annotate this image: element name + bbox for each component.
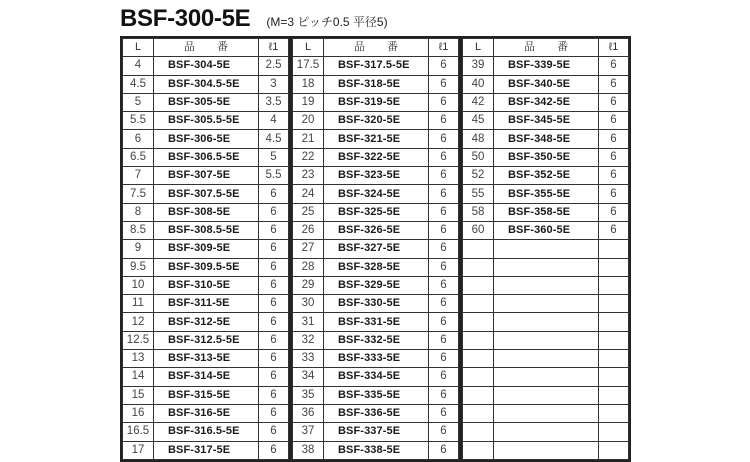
cell-thread-length: 6: [429, 404, 459, 422]
cell-thread-length: 6: [259, 203, 289, 221]
table-row: [293, 313, 459, 331]
table-row: [463, 167, 629, 185]
cell-part-number: BSF-305.5-5E: [154, 112, 259, 130]
cell-thread-length: 6: [599, 167, 629, 185]
table-row: [123, 295, 289, 313]
cell-length: [463, 258, 494, 276]
cell-length: 22: [293, 148, 324, 166]
cell-length: 14: [123, 368, 154, 386]
cell-length: 23: [293, 167, 324, 185]
cell-length: 31: [293, 313, 324, 331]
cell-thread-length: [599, 276, 629, 294]
cell-part-number: BSF-339-5E: [494, 57, 599, 75]
cell-part-number: BSF-318-5E: [324, 75, 429, 93]
table-row: [463, 313, 629, 331]
header-part-number: 品 番: [154, 39, 259, 57]
table-row: [463, 148, 629, 166]
cell-thread-length: 2.5: [259, 57, 289, 75]
header-thread-length: ℓ1: [259, 39, 289, 57]
cell-length: 11: [123, 295, 154, 313]
table-row: [463, 93, 629, 111]
cell-thread-length: 6: [429, 423, 459, 441]
cell-part-number: BSF-309-5E: [154, 240, 259, 258]
cell-thread-length: 3: [259, 75, 289, 93]
cell-thread-length: 6: [259, 404, 289, 422]
cell-part-number: BSF-352-5E: [494, 167, 599, 185]
table-row: [293, 423, 459, 441]
cell-thread-length: 6: [599, 148, 629, 166]
cell-length: 16: [123, 404, 154, 422]
cell-length: [463, 295, 494, 313]
cell-thread-length: 6: [429, 276, 459, 294]
cell-part-number: BSF-313-5E: [154, 350, 259, 368]
table-row: [293, 75, 459, 93]
table-row: [123, 350, 289, 368]
table-row: [463, 258, 629, 276]
table-row: [293, 258, 459, 276]
table-row: [123, 112, 289, 130]
table-row: [293, 185, 459, 203]
cell-part-number: [494, 368, 599, 386]
cell-thread-length: 6: [259, 441, 289, 459]
cell-thread-length: 5: [259, 148, 289, 166]
cell-thread-length: 6: [599, 185, 629, 203]
table-row: [123, 368, 289, 386]
table-row: [123, 240, 289, 258]
cell-thread-length: 6: [429, 148, 459, 166]
cell-length: [463, 276, 494, 294]
cell-length: [463, 350, 494, 368]
cell-length: 27: [293, 240, 324, 258]
cell-thread-length: [599, 350, 629, 368]
cell-thread-length: 6: [599, 130, 629, 148]
cell-thread-length: 3.5: [259, 93, 289, 111]
table-row: [123, 404, 289, 422]
table-row: [293, 57, 459, 75]
table-row: [463, 423, 629, 441]
cell-thread-length: 6: [259, 331, 289, 349]
cell-part-number: BSF-312.5-5E: [154, 331, 259, 349]
cell-part-number: [494, 441, 599, 459]
cell-length: 50: [463, 148, 494, 166]
cell-thread-length: [599, 258, 629, 276]
cell-length: 9: [123, 240, 154, 258]
cell-part-number: [494, 404, 599, 422]
table-row: [463, 112, 629, 130]
cell-part-number: BSF-306.5-5E: [154, 148, 259, 166]
cell-length: 9.5: [123, 258, 154, 276]
cell-length: 4.5: [123, 75, 154, 93]
cell-part-number: BSF-317.5-5E: [324, 57, 429, 75]
cell-length: [463, 240, 494, 258]
cell-part-number: BSF-336-5E: [324, 404, 429, 422]
table-row: [463, 368, 629, 386]
cell-length: 20: [293, 112, 324, 130]
table-row: [293, 295, 459, 313]
cell-thread-length: 6: [429, 75, 459, 93]
cell-length: [463, 423, 494, 441]
header-thread-length: ℓ1: [599, 39, 629, 57]
cell-thread-length: 6: [429, 130, 459, 148]
cell-length: 42: [463, 93, 494, 111]
header-length: L: [123, 39, 154, 57]
table-row: [123, 130, 289, 148]
table-row: [123, 276, 289, 294]
cell-length: 16.5: [123, 423, 154, 441]
table-row: [293, 331, 459, 349]
cell-part-number: BSF-345-5E: [494, 112, 599, 130]
cell-part-number: BSF-305-5E: [154, 93, 259, 111]
cell-thread-length: 6: [429, 203, 459, 221]
cell-part-number: BSF-334-5E: [324, 368, 429, 386]
cell-part-number: BSF-312-5E: [154, 313, 259, 331]
cell-thread-length: 6: [429, 386, 459, 404]
cell-part-number: BSF-340-5E: [494, 75, 599, 93]
table-row: [123, 386, 289, 404]
cell-length: [463, 441, 494, 459]
cell-thread-length: 6: [429, 112, 459, 130]
cell-length: 12: [123, 313, 154, 331]
cell-thread-length: 6: [429, 57, 459, 75]
cell-thread-length: 5.5: [259, 167, 289, 185]
cell-thread-length: [599, 240, 629, 258]
cell-thread-length: 6: [429, 313, 459, 331]
table-row: [463, 331, 629, 349]
cell-length: 18: [293, 75, 324, 93]
cell-part-number: BSF-328-5E: [324, 258, 429, 276]
cell-part-number: BSF-338-5E: [324, 441, 429, 459]
cell-part-number: [494, 258, 599, 276]
table-row: [463, 404, 629, 422]
table-row: [123, 93, 289, 111]
header-length: L: [463, 39, 494, 57]
cell-length: [463, 404, 494, 422]
header-thread-length: ℓ1: [429, 39, 459, 57]
cell-part-number: [494, 423, 599, 441]
cell-length: 25: [293, 203, 324, 221]
table-row: [123, 167, 289, 185]
cell-thread-length: 6: [599, 93, 629, 111]
cell-thread-length: [599, 441, 629, 459]
table-row: [123, 441, 289, 459]
cell-length: 60: [463, 221, 494, 239]
cell-length: 37: [293, 423, 324, 441]
cell-part-number: BSF-319-5E: [324, 93, 429, 111]
table-row: [463, 240, 629, 258]
cell-length: 15: [123, 386, 154, 404]
cell-length: 24: [293, 185, 324, 203]
cell-thread-length: 6: [259, 258, 289, 276]
cell-thread-length: 6: [429, 93, 459, 111]
table-row: [293, 276, 459, 294]
cell-length: 6: [123, 130, 154, 148]
cell-part-number: BSF-348-5E: [494, 130, 599, 148]
cell-thread-length: [599, 368, 629, 386]
table-row: [293, 441, 459, 459]
table-row: [463, 203, 629, 221]
cell-thread-length: 6: [599, 221, 629, 239]
table-row: [123, 203, 289, 221]
cell-length: [463, 368, 494, 386]
cell-thread-length: [599, 404, 629, 422]
cell-part-number: BSF-315-5E: [154, 386, 259, 404]
table-row: [463, 350, 629, 368]
table-row: [123, 331, 289, 349]
cell-thread-length: [599, 423, 629, 441]
cell-length: [463, 313, 494, 331]
cell-thread-length: [599, 386, 629, 404]
cell-part-number: BSF-307-5E: [154, 167, 259, 185]
cell-thread-length: 6: [259, 350, 289, 368]
cell-length: 10: [123, 276, 154, 294]
table-row: [293, 350, 459, 368]
cell-part-number: BSF-320-5E: [324, 112, 429, 130]
cell-length: 6.5: [123, 148, 154, 166]
cell-part-number: BSF-314-5E: [154, 368, 259, 386]
cell-thread-length: 6: [429, 240, 459, 258]
table-row: [463, 441, 629, 459]
spec-table-2: [290, 36, 461, 462]
cell-thread-length: [599, 295, 629, 313]
table-header-row: [293, 39, 459, 57]
cell-length: 12.5: [123, 331, 154, 349]
table-row: [293, 368, 459, 386]
table-header-row: [123, 39, 289, 57]
cell-thread-length: 6: [599, 57, 629, 75]
table-row: [463, 386, 629, 404]
cell-length: 35: [293, 386, 324, 404]
cell-length: 55: [463, 185, 494, 203]
cell-part-number: BSF-332-5E: [324, 331, 429, 349]
table-row: [123, 258, 289, 276]
table-row: [293, 167, 459, 185]
cell-thread-length: 6: [429, 167, 459, 185]
cell-part-number: BSF-308.5-5E: [154, 221, 259, 239]
table-row: [293, 386, 459, 404]
cell-thread-length: [599, 313, 629, 331]
cell-thread-length: 6: [429, 221, 459, 239]
table-row: [293, 404, 459, 422]
cell-part-number: BSF-309.5-5E: [154, 258, 259, 276]
cell-part-number: [494, 276, 599, 294]
table-row: [463, 295, 629, 313]
cell-part-number: BSF-310-5E: [154, 276, 259, 294]
cell-length: 58: [463, 203, 494, 221]
cell-part-number: BSF-326-5E: [324, 221, 429, 239]
cell-part-number: BSF-311-5E: [154, 295, 259, 313]
table-row: [123, 313, 289, 331]
cell-length: 4: [123, 57, 154, 75]
cell-part-number: [494, 295, 599, 313]
cell-part-number: BSF-355-5E: [494, 185, 599, 203]
cell-thread-length: [599, 331, 629, 349]
cell-length: 21: [293, 130, 324, 148]
cell-thread-length: 6: [599, 112, 629, 130]
cell-part-number: BSF-330-5E: [324, 295, 429, 313]
cell-length: 29: [293, 276, 324, 294]
cell-part-number: BSF-335-5E: [324, 386, 429, 404]
cell-thread-length: 6: [599, 203, 629, 221]
header-part-number: 品 番: [324, 39, 429, 57]
cell-part-number: BSF-342-5E: [494, 93, 599, 111]
product-series-title: BSF-300-5E: [120, 5, 251, 32]
table-row: [293, 130, 459, 148]
cell-length: 8.5: [123, 221, 154, 239]
cell-part-number: BSF-304.5-5E: [154, 75, 259, 93]
cell-part-number: BSF-308-5E: [154, 203, 259, 221]
cell-thread-length: 6: [259, 240, 289, 258]
table-row: [293, 240, 459, 258]
cell-length: 30: [293, 295, 324, 313]
cell-thread-length: 6: [429, 368, 459, 386]
cell-part-number: [494, 350, 599, 368]
cell-length: [463, 331, 494, 349]
cell-length: 45: [463, 112, 494, 130]
cell-length: 13: [123, 350, 154, 368]
table-row: [463, 75, 629, 93]
cell-thread-length: 6: [429, 185, 459, 203]
table-row: [123, 148, 289, 166]
cell-thread-length: 6: [429, 331, 459, 349]
table-row: [463, 276, 629, 294]
cell-part-number: BSF-324-5E: [324, 185, 429, 203]
cell-part-number: [494, 240, 599, 258]
cell-part-number: BSF-316.5-5E: [154, 423, 259, 441]
cell-part-number: BSF-322-5E: [324, 148, 429, 166]
page-title: [120, 5, 388, 35]
cell-part-number: BSF-307.5-5E: [154, 185, 259, 203]
cell-length: 32: [293, 331, 324, 349]
table-row: [293, 203, 459, 221]
cell-length: 33: [293, 350, 324, 368]
cell-part-number: [494, 386, 599, 404]
cell-length: 40: [463, 75, 494, 93]
cell-part-number: [494, 313, 599, 331]
cell-thread-length: 6: [429, 295, 459, 313]
table-row: [293, 112, 459, 130]
cell-part-number: BSF-304-5E: [154, 57, 259, 75]
cell-thread-length: 6: [429, 441, 459, 459]
cell-length: 7.5: [123, 185, 154, 203]
header-part-number: 品 番: [494, 39, 599, 57]
cell-thread-length: 6: [259, 295, 289, 313]
cell-part-number: BSF-333-5E: [324, 350, 429, 368]
table-row: [293, 221, 459, 239]
cell-length: [463, 386, 494, 404]
cell-part-number: BSF-316-5E: [154, 404, 259, 422]
cell-thread-length: 6: [259, 221, 289, 239]
header-length: L: [293, 39, 324, 57]
cell-part-number: BSF-327-5E: [324, 240, 429, 258]
cell-length: 5.5: [123, 112, 154, 130]
cell-length: 48: [463, 130, 494, 148]
cell-thread-length: 6: [259, 368, 289, 386]
cell-length: 39: [463, 57, 494, 75]
cell-length: 38: [293, 441, 324, 459]
table-row: [123, 423, 289, 441]
cell-thread-length: 6: [599, 75, 629, 93]
cell-length: 28: [293, 258, 324, 276]
cell-thread-length: 6: [259, 423, 289, 441]
cell-thread-length: 6: [259, 313, 289, 331]
cell-length: 8: [123, 203, 154, 221]
cell-length: 7: [123, 167, 154, 185]
table-row: [123, 221, 289, 239]
table-row: [123, 185, 289, 203]
cell-thread-length: 4: [259, 112, 289, 130]
cell-thread-length: 6: [429, 350, 459, 368]
cell-part-number: BSF-337-5E: [324, 423, 429, 441]
cell-length: 26: [293, 221, 324, 239]
table-row: [293, 148, 459, 166]
cell-thread-length: 6: [259, 185, 289, 203]
table-row: [293, 93, 459, 111]
table-row: [123, 57, 289, 75]
cell-length: 19: [293, 93, 324, 111]
cell-part-number: BSF-321-5E: [324, 130, 429, 148]
cell-part-number: BSF-329-5E: [324, 276, 429, 294]
cell-part-number: BSF-360-5E: [494, 221, 599, 239]
cell-part-number: BSF-358-5E: [494, 203, 599, 221]
cell-part-number: [494, 331, 599, 349]
cell-part-number: BSF-350-5E: [494, 148, 599, 166]
cell-thread-length: 4.5: [259, 130, 289, 148]
table-row: [463, 57, 629, 75]
cell-part-number: BSF-323-5E: [324, 167, 429, 185]
table-row: [463, 130, 629, 148]
cell-length: 17: [123, 441, 154, 459]
spec-table-3: [460, 36, 631, 462]
spec-table-1: [120, 36, 291, 462]
cell-part-number: BSF-331-5E: [324, 313, 429, 331]
cell-length: 17.5: [293, 57, 324, 75]
spec-subtitle: (M=3 ピッチ0.5 平径5): [266, 15, 388, 29]
cell-length: 34: [293, 368, 324, 386]
cell-thread-length: 6: [259, 276, 289, 294]
table-header-row: [463, 39, 629, 57]
cell-length: 52: [463, 167, 494, 185]
table-row: [463, 221, 629, 239]
cell-part-number: BSF-325-5E: [324, 203, 429, 221]
cell-part-number: BSF-317-5E: [154, 441, 259, 459]
table-row: [463, 185, 629, 203]
cell-length: 36: [293, 404, 324, 422]
cell-thread-length: 6: [429, 258, 459, 276]
cell-thread-length: 6: [259, 386, 289, 404]
cell-length: 5: [123, 93, 154, 111]
table-row: [123, 75, 289, 93]
cell-part-number: BSF-306-5E: [154, 130, 259, 148]
